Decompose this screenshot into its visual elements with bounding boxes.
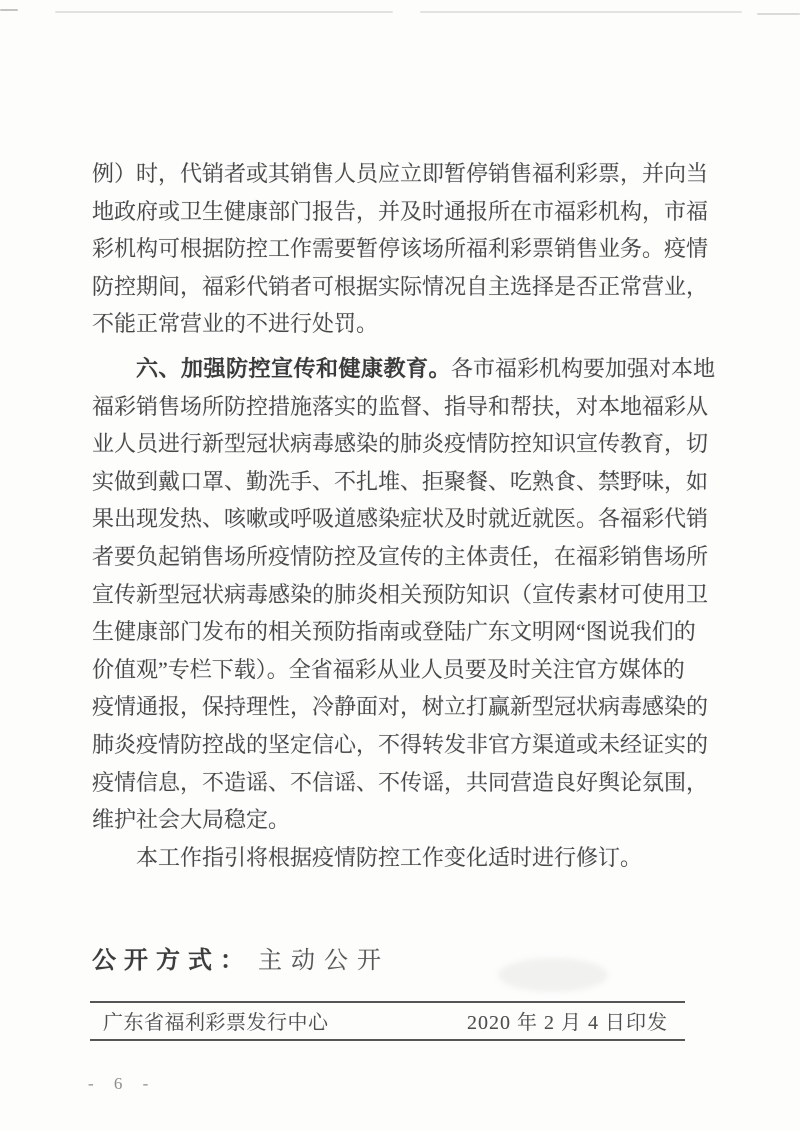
footer-issuer: 广东省福利彩票发行中心 (103, 1012, 329, 1034)
paragraph-continuation (92, 155, 708, 343)
scan-edge-artifact (55, 11, 393, 13)
body-line: 者要负起销售场所疫情防控及宣传的主体责任，在福彩销售场所 (92, 543, 709, 569)
scan-edge-artifact (0, 9, 18, 11)
body-line: 彩机构可根据防控工作需要暂停该场所福利彩票销售业务。疫情 (92, 236, 709, 262)
disclosure-label: 公开方式： (92, 947, 252, 974)
body-line: 疫情通报，保持理性，冷静面对，树立打赢新型冠状病毒感染的 (92, 694, 709, 720)
document-body (92, 155, 716, 876)
body-line: 肺炎疫情防控战的坚定信心，不得转发非官方渠道或未经证实的 (92, 731, 709, 757)
paragraph-revision-note (92, 839, 708, 877)
body-line: 例）时，代销者或其销售人员应立即暂停销售福利彩票，并向当 (92, 161, 709, 186)
body-line: 果出现发热、咳嗽或呼吸道感染症状及时就近就医。各福彩代销 (92, 506, 709, 532)
body-line: 维护社会大局稳定。 (92, 807, 291, 833)
body-line: 福彩销售场所防控措施落实的监督、指导和帮扶，对本地福彩从 (92, 393, 709, 419)
body-line: 业人员进行新型冠状病毒感染的肺炎疫情防控知识宣传教育，切 (92, 431, 709, 457)
scan-smudge-artifact (498, 958, 608, 992)
page-number: - 6 - (88, 1074, 157, 1093)
body-line-text: 各市福彩机构要加强对本地 (451, 355, 716, 381)
body-line: 地政府或卫生健康部门报告，并及时通报所在市福彩机构，市福 (92, 198, 709, 224)
footer-issue-date: 2020 年 2 月 4 日印发 (467, 1012, 668, 1034)
body-line: 实做到戴口罩、勤洗手、不扎堆、拒聚餐、吃熟食、禁野味，如 (92, 468, 709, 494)
body-line: 生健康部门发布的相关预防指南或登陆广东文明网“图说我们的 (92, 619, 696, 645)
footer-row (90, 1004, 685, 1037)
scan-edge-artifact (420, 11, 742, 13)
body-line: 价值观”专栏下载）。全省福彩从业人员要及时关注官方媒体的 (92, 656, 685, 682)
disclosure-line (92, 940, 390, 975)
footer-rule-top (90, 1001, 685, 1003)
body-line: 宣传新型冠状病毒感染的肺炎相关预防知识（宣传素材可使用卫 (92, 581, 709, 607)
body-line (92, 350, 716, 388)
footer-rule-bottom (90, 1039, 685, 1041)
body-line: 疫情信息，不造谣、不信谣、不传谣，共同营造良好舆论氛围， (92, 769, 709, 795)
body-line: 本工作指引将根据疫情防控工作变化适时进行修订。 (136, 844, 643, 870)
body-line: 不能正常营业的不进行处罚。 (92, 311, 379, 337)
paragraph-section-six (92, 350, 716, 839)
scan-edge-artifact (757, 13, 800, 15)
body-line: 防控期间，福彩代销者可根据实际情况自主选择是否正常营业， (92, 273, 709, 299)
disclosure-value: 主动公开 (258, 948, 390, 974)
section-heading: 六、加强防控宣传和健康教育。 (136, 355, 452, 381)
